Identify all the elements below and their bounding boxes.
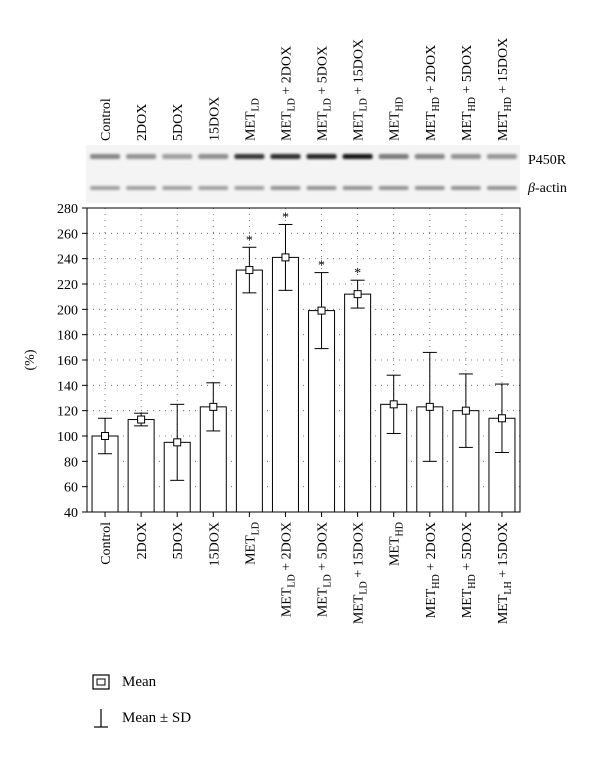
y-tick-label: 40 bbox=[64, 506, 78, 521]
significance-markers bbox=[246, 210, 361, 281]
y-tick-label: 140 bbox=[57, 379, 78, 395]
y-tick-label: 280 bbox=[57, 202, 78, 217]
significance-star: * bbox=[245, 233, 253, 249]
actin-band bbox=[379, 186, 409, 190]
bar bbox=[345, 294, 371, 512]
legend-mean bbox=[90, 670, 156, 694]
legend-mean-sd bbox=[90, 706, 191, 730]
beta-actin-label: β-actin bbox=[528, 181, 567, 196]
p450r-band bbox=[343, 154, 373, 159]
p450r-band bbox=[126, 154, 156, 159]
mean-marker bbox=[318, 307, 325, 314]
bar bbox=[128, 420, 154, 512]
mean-markers bbox=[102, 254, 506, 446]
y-axis bbox=[57, 202, 87, 521]
error-bar-symbol-icon bbox=[90, 707, 112, 729]
y-tick-label: 80 bbox=[64, 455, 78, 471]
significance-star: * bbox=[354, 266, 362, 282]
p450r-band bbox=[270, 154, 300, 159]
significance-star: * bbox=[281, 210, 289, 226]
p450r-label: P450R bbox=[528, 153, 567, 168]
actin-band bbox=[415, 186, 445, 190]
p450r-band bbox=[487, 154, 517, 159]
blot-lane-labels bbox=[99, 38, 514, 141]
lane-label: 15DOX bbox=[207, 96, 223, 141]
p450r-band bbox=[198, 154, 228, 159]
mean-marker bbox=[282, 254, 289, 261]
x-tick-label: $MET_{LD}$ bbox=[243, 522, 262, 565]
p450r-band bbox=[90, 154, 120, 159]
y-tick-label: 120 bbox=[57, 404, 78, 420]
blot-background bbox=[86, 145, 520, 203]
y-tick-label: 160 bbox=[57, 354, 78, 369]
lane-label: $MET_{HD} + 15DOX$ bbox=[495, 37, 514, 141]
lane-label: $MET_{HD}$ bbox=[387, 96, 406, 141]
lane-label: $MET_{HD} + 2DOX$ bbox=[423, 44, 442, 141]
x-tick-label: $MET_{HD}$ bbox=[387, 522, 406, 567]
p450r-band bbox=[451, 154, 481, 159]
lane-label: $MET_{HD} + 5DOX$ bbox=[459, 44, 478, 141]
actin-band bbox=[307, 186, 337, 190]
lane-label: 2DOX bbox=[135, 103, 151, 141]
actin-band bbox=[198, 186, 228, 190]
western-blot-image bbox=[86, 145, 520, 203]
p450r-band bbox=[379, 154, 409, 159]
p450r-band bbox=[234, 154, 264, 159]
actin-band bbox=[90, 186, 120, 190]
x-tick-label: $MET_{HD} + 2DOX$ bbox=[423, 522, 442, 619]
bar bbox=[236, 270, 262, 512]
mean-marker bbox=[138, 416, 145, 423]
y-tick-label: 100 bbox=[57, 430, 78, 445]
lane-label: $MET_{LD}$ bbox=[243, 98, 262, 141]
mean-marker bbox=[102, 433, 109, 440]
x-tick-label: 2DOX bbox=[135, 522, 151, 560]
bars bbox=[92, 257, 515, 512]
x-tick-label: $MET_{LD} + 5DOX$ bbox=[315, 522, 334, 618]
actin-band bbox=[126, 186, 156, 190]
p450r-band bbox=[162, 154, 192, 159]
mean-marker bbox=[210, 403, 217, 410]
y-tick-label: 240 bbox=[57, 252, 78, 268]
x-tick-label: $MET_{LD} + 15DOX$ bbox=[351, 522, 370, 625]
error-bars bbox=[98, 224, 509, 480]
legend-mean-label: Mean bbox=[122, 673, 157, 690]
significance-star: * bbox=[318, 258, 326, 274]
blot-row-labels bbox=[527, 153, 567, 196]
mean-marker bbox=[354, 291, 361, 298]
y-tick-label: 60 bbox=[64, 480, 78, 496]
actin-band bbox=[162, 186, 192, 190]
lane-label: $MET_{LD} + 5DOX$ bbox=[315, 45, 334, 141]
y-tick-label: 260 bbox=[57, 227, 78, 243]
mean-marker bbox=[174, 439, 181, 446]
actin-band bbox=[487, 186, 517, 190]
mean-marker bbox=[390, 401, 397, 408]
x-tick-label: $MET_{LD} + 2DOX$ bbox=[279, 522, 298, 618]
lane-label: $MET_{LD} + 2DOX$ bbox=[279, 45, 298, 141]
x-tick-label: 15DOX bbox=[207, 522, 223, 567]
x-tick-label: $MET_{LH} + 15DOX$ bbox=[495, 522, 514, 625]
x-axis bbox=[99, 512, 514, 624]
mean-marker bbox=[246, 267, 253, 274]
actin-band bbox=[270, 186, 300, 190]
x-tick-label: 5DOX bbox=[171, 522, 187, 560]
mean-marker bbox=[426, 403, 433, 410]
y-tick-label: 200 bbox=[57, 303, 78, 319]
lane-label: $MET_{LD} + 15DOX$ bbox=[351, 38, 370, 141]
lane-label: 5DOX bbox=[171, 103, 187, 141]
mean-marker bbox=[462, 407, 469, 414]
lane-label: Control bbox=[99, 98, 115, 141]
y-axis-label: (%) bbox=[23, 349, 38, 371]
mean-marker bbox=[498, 415, 505, 422]
x-tick-label: Control bbox=[99, 522, 115, 565]
y-tick-label: 220 bbox=[57, 278, 78, 293]
bar bbox=[272, 257, 298, 512]
legend-mean-sd-label: Mean ± SD bbox=[122, 709, 192, 726]
x-tick-label: $MET_{HD} + 5DOX$ bbox=[459, 522, 478, 619]
actin-band bbox=[343, 186, 373, 190]
actin-band bbox=[234, 186, 264, 190]
mean-symbol-icon bbox=[90, 671, 112, 693]
actin-band bbox=[451, 186, 481, 190]
p450r-band bbox=[307, 154, 337, 159]
y-tick-label: 180 bbox=[57, 328, 78, 344]
p450r-band bbox=[415, 154, 445, 159]
